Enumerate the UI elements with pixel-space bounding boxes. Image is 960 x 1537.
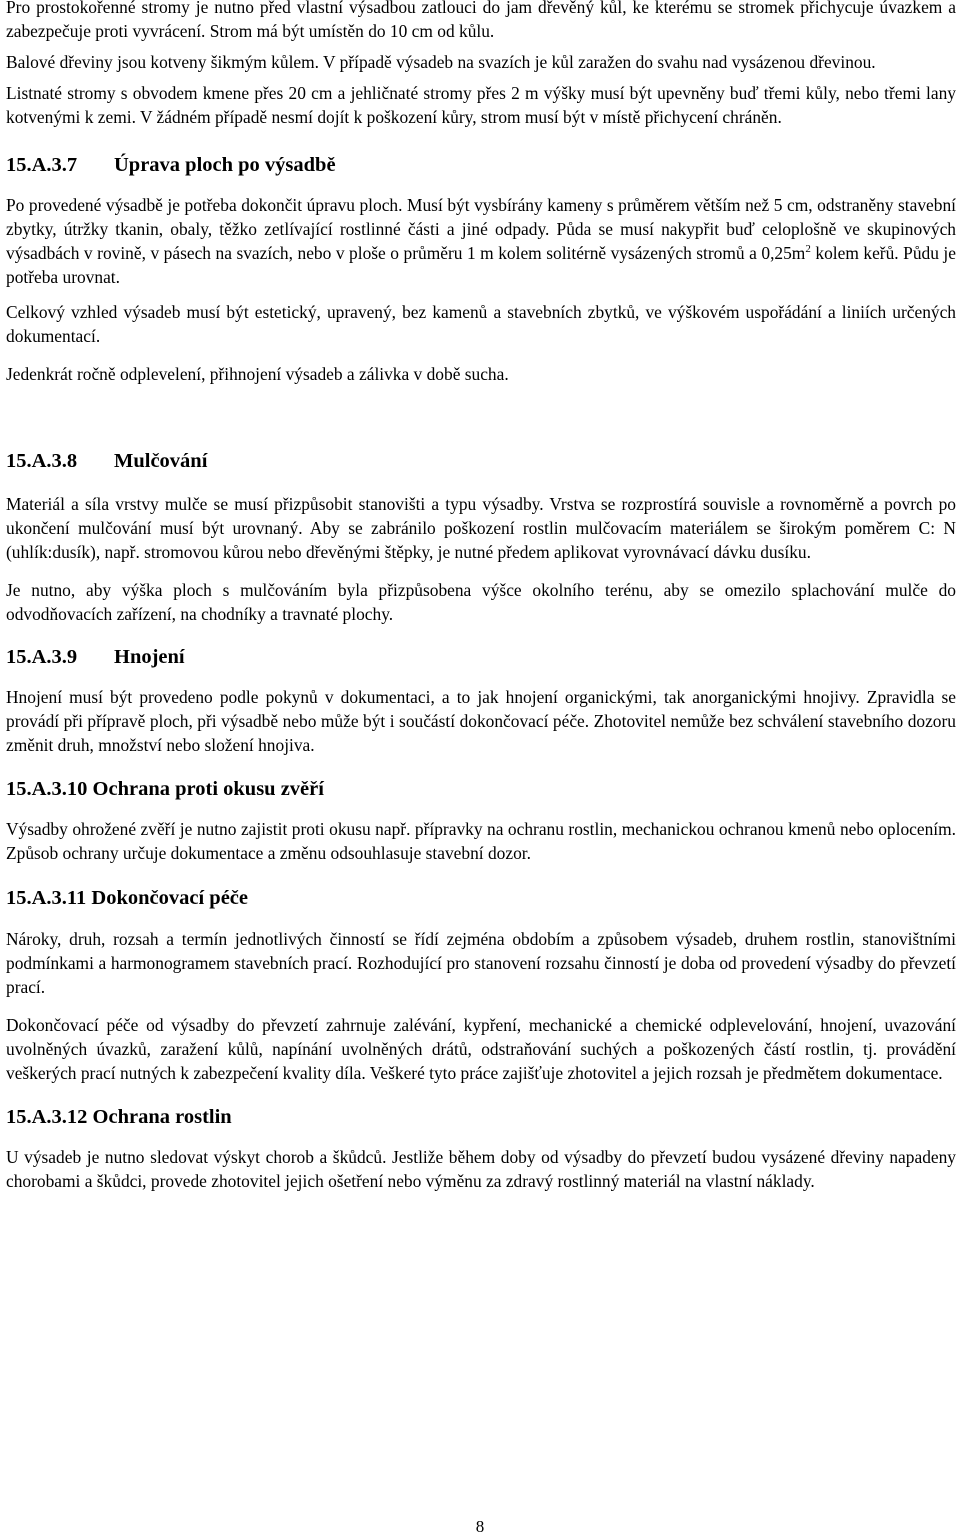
paragraph-fertilization: Hnojení musí být provedeno podle pokynů v dokumentaci, a to jak hnojení organickými, tak anorganickými hnojivy. Zpravidla se provádí při přípravě ploch, při výsadbě nebo může být i součástí dokončovací péče. Zhotovitel nemůže bez schválení stavebního dozoru změnit druh, množství nebo složení hnojiva.	[6, 687, 956, 755]
paragraph-bare-root-trees: Pro prostokořenné stromy je nutno před vlastní výsadbou zatlouci do jam dřevěný kůl, ke kterému se stromek přichycuje úvazkem a zabezpečuje proti vyvrácení. Strom má být umístěn do 10 cm od kůlu.	[6, 0, 956, 41]
paragraph-overall-appearance: Celkový vzhled výsadeb musí být estetický, upravený, bez kamenů a stavebních zbytků, ve výškovém uspořádání a liniích určených dokumentací.	[6, 302, 956, 346]
paragraph-balled-trees: Balové dřeviny jsou kotveny šikmým kůlem. V případě výsadeb na svazích je kůl zaražen do svahu nad vysázenou dřevinou.	[6, 52, 876, 72]
paragraph-tree-anchoring: Listnaté stromy s obvodem kmene přes 20 cm a jehličnaté stromy přes 2 m výšky musí být upevněny buď třemi kůly, nebo třemi lany kotvenými k zemi. V žádném případě nesmí dojít k poškození kůry, strom musí být v místě přichycení chráněn.	[6, 83, 956, 127]
paragraph-mulch-material: Materiál a síla vrstvy mulče se musí přizpůsobit stanovišti a typu výsadby. Vrstva se rozprostírá souvisle a rovnoměrně a povrch po ukončení mulčování musí být urovnaný. Aby se zabránilo poškození rostlin mulčovacím materiálem se širokým poměrem C: N (uhlík:dusík), např. stromovou kůrou nebo dřevěnými štěpky, je nutné předem aplikovat vyrovnávací dávku dusíku.	[6, 494, 956, 562]
section-heading-3-7	[6, 151, 956, 179]
section-heading-3-12: 15.A.3.12 Ochrana rostlin	[6, 1106, 232, 1128]
paragraph-annual-care: Jedenkrát ročně odplevelení, přihnojení výsadeb a zálivka v době sucha.	[6, 364, 509, 384]
page-number: 8	[475, 1517, 485, 1536]
section-heading-3-11: 15.A.3.11 Dokončovací péče	[6, 887, 248, 909]
paragraph-site-finishing: Po provedené výsadbě je potřeba dokončit úpravu ploch. Musí být vysbírány kameny s průměrem větším než 5 cm, odstraněny stavební zbytky, útržky tkanin, obaly, těžko zetlívající rostlinné části a jiné odpady. Půda se musí nakypřit buď celoplošně ve skupinových výsadbách v rovině, v pásech na svazích, nebo v ploše o průměru 1 m kolem solitérně vysázených stromů a $0,25m^2$ kolem keřů. Půdu je potřeba urovnat.	[6, 195, 956, 287]
section-title: Hnojení	[114, 646, 185, 668]
paragraph-plant-protection: U výsadeb je nutno sledovat výskyt chorob a škůdců. Jestliže během doby od výsadby do převzetí budou vysázené dřeviny napadeny chorobami a škůdci, provede zhotovitel jejich ošetření nebo výměnu za zdravý rostlinný materiál na vlastní náklady.	[6, 1147, 956, 1191]
section-number: 15.A.3.8	[6, 450, 78, 472]
document-page	[6, 0, 956, 1205]
paragraph-mulch-height: Je nutno, aby výška ploch s mulčováním byla přizpůsobena výšce okolního terénu, aby se omezilo splachování mulče do odvodňovacích zařízení, na chodníky a travnaté plochy.	[6, 580, 956, 624]
section-heading-3-9	[6, 643, 956, 671]
section-title: Úprava ploch po výsadbě	[114, 154, 336, 176]
section-heading-3-8	[6, 447, 956, 475]
paragraph-care-activities: Dokončovací péče od výsadby do převzetí zahrnuje zalévání, kypření, mechanické a chemické odplevelování, hnojení, uvazování uvolněných úvazků, zaražení kůlů, napínání uvolněných drátů, odstraňování suchých a poškozených částí rostlin, tj. provádění veškerých prací nutných k zabezpečení kvality díla. Veškeré tyto práce zajišťuje zhotovitel a jejich rozsah je předmětem dokumentace.	[6, 1015, 956, 1083]
section-number: 15.A.3.9	[6, 646, 78, 668]
section-title: Mulčování	[114, 450, 208, 472]
section-number: 15.A.3.7	[6, 154, 78, 176]
paragraph-game-protection: Výsadby ohrožené zvěří je nutno zajistit proti okusu např. přípravky na ochranu rostlin, mechanickou ochranou kmenů nebo oplocením. Způsob ochrany určuje dokumentace a změnu odsouhlasuje stavební dozor.	[6, 819, 956, 863]
paragraph-care-scope: Nároky, druh, rozsah a termín jednotlivých činností se řídí zejména obdobím a způsobem výsadeb, druhem rostlin, stanovištními podmínkami a harmonogramem stavebních prací. Rozhodující pro stanovení rozsahu činností je doba od provedení výsadby do převzetí prací.	[6, 929, 956, 997]
section-heading-3-10: 15.A.3.10 Ochrana proti okusu zvěří	[6, 778, 324, 800]
